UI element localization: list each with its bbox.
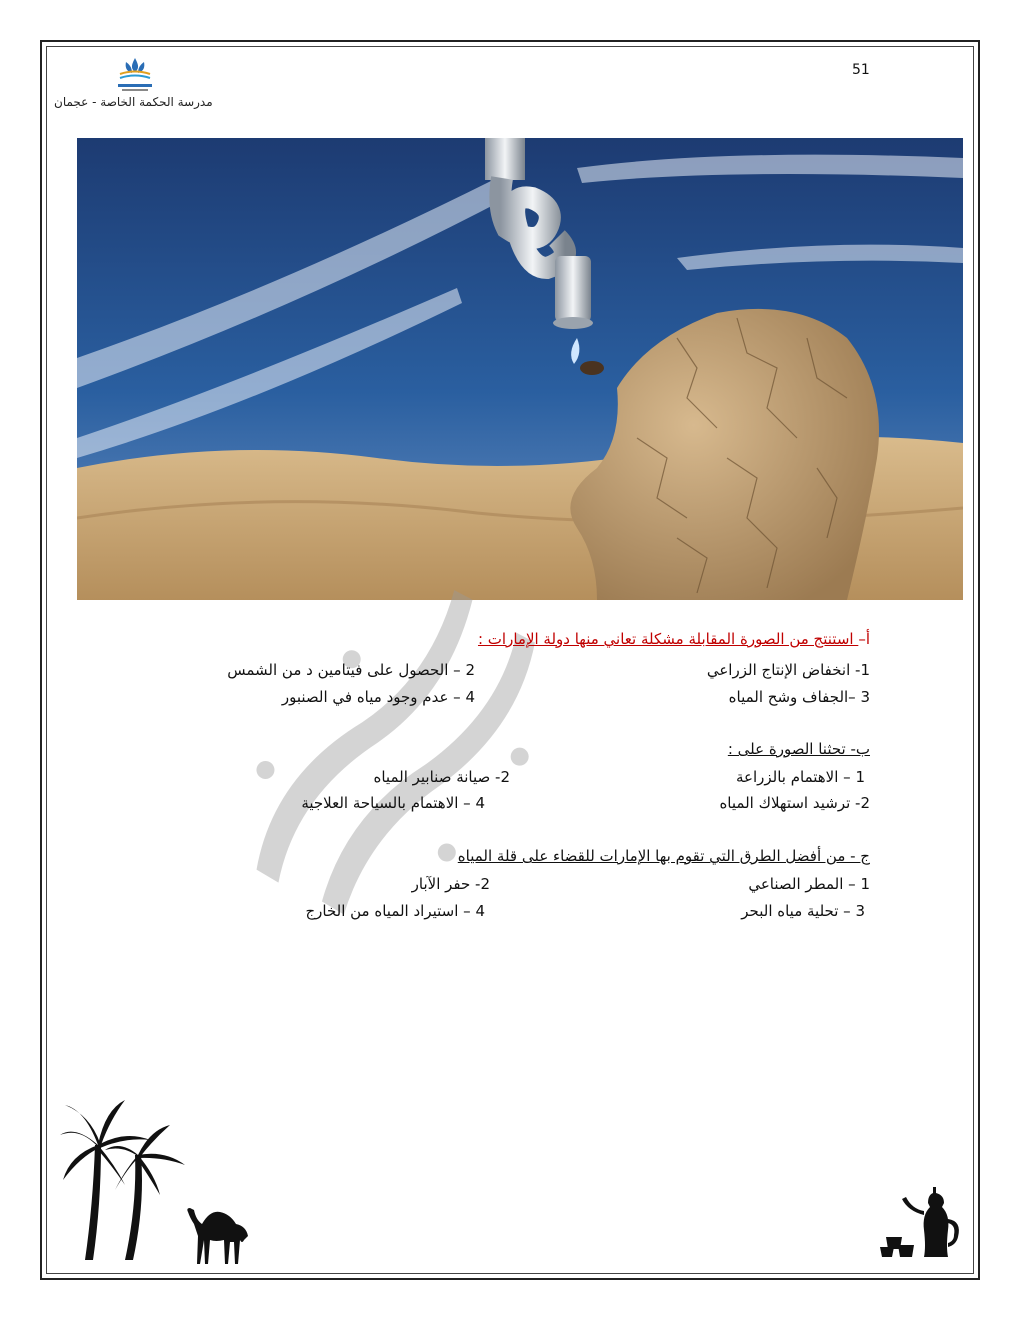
section-c-item-4: 4 – استيراد المياه من الخارج [305,902,485,920]
section-a-heading-text: استنتج من الصورة المقابلة مشكلة تعاني منها دولة الإمارات : [477,630,859,648]
section-b-item-4: 4 – الاهتمام بالسياحة العلاجية [301,794,485,812]
section-a-item-1: 1- انخفاض الإنتاج الزراعي [706,661,870,679]
hero-image [77,138,963,600]
section-c-item-3: 3 – تحلية مياه البحر [741,902,865,920]
section-a-item-4: 4 – عدم وجود مياه في الصنبور [281,688,475,706]
section-a-heading-prefix: أ– [858,630,870,648]
section-a-item-3: 3 –الجفاف وشح المياه [728,688,870,706]
palm-trees-icon [55,1085,195,1260]
section-c-heading: ج - من أفضل الطرق التي تقوم بها الإمارات للقضاء على قلة المياه [457,847,870,865]
coffee-pot-cups-icon [878,1185,963,1260]
school-name: مدرسة الحكمة الخاصة - عجمان [54,95,213,109]
school-logo-icon [112,54,158,94]
section-a-heading [478,630,870,648]
section-b-heading: ب- تحثنا الصورة على : [727,740,870,758]
section-b-item-3: 2- ترشيد استهلاك المياه [719,794,870,812]
section-a-item-2: 2 – الحصول على فيتامين د من الشمس [227,661,475,679]
section-b-item-2: 2- صيانة صنابير المياه [373,768,510,786]
page-number: 51 [852,62,870,78]
section-c-item-2: 2- حفر الآبار [411,875,490,893]
section-b-item-1: 1 – الاهتمام بالزراعة [735,768,865,786]
camel-icon [180,1200,255,1265]
section-c-item-1: 1 – المطر الصناعي [748,875,870,893]
